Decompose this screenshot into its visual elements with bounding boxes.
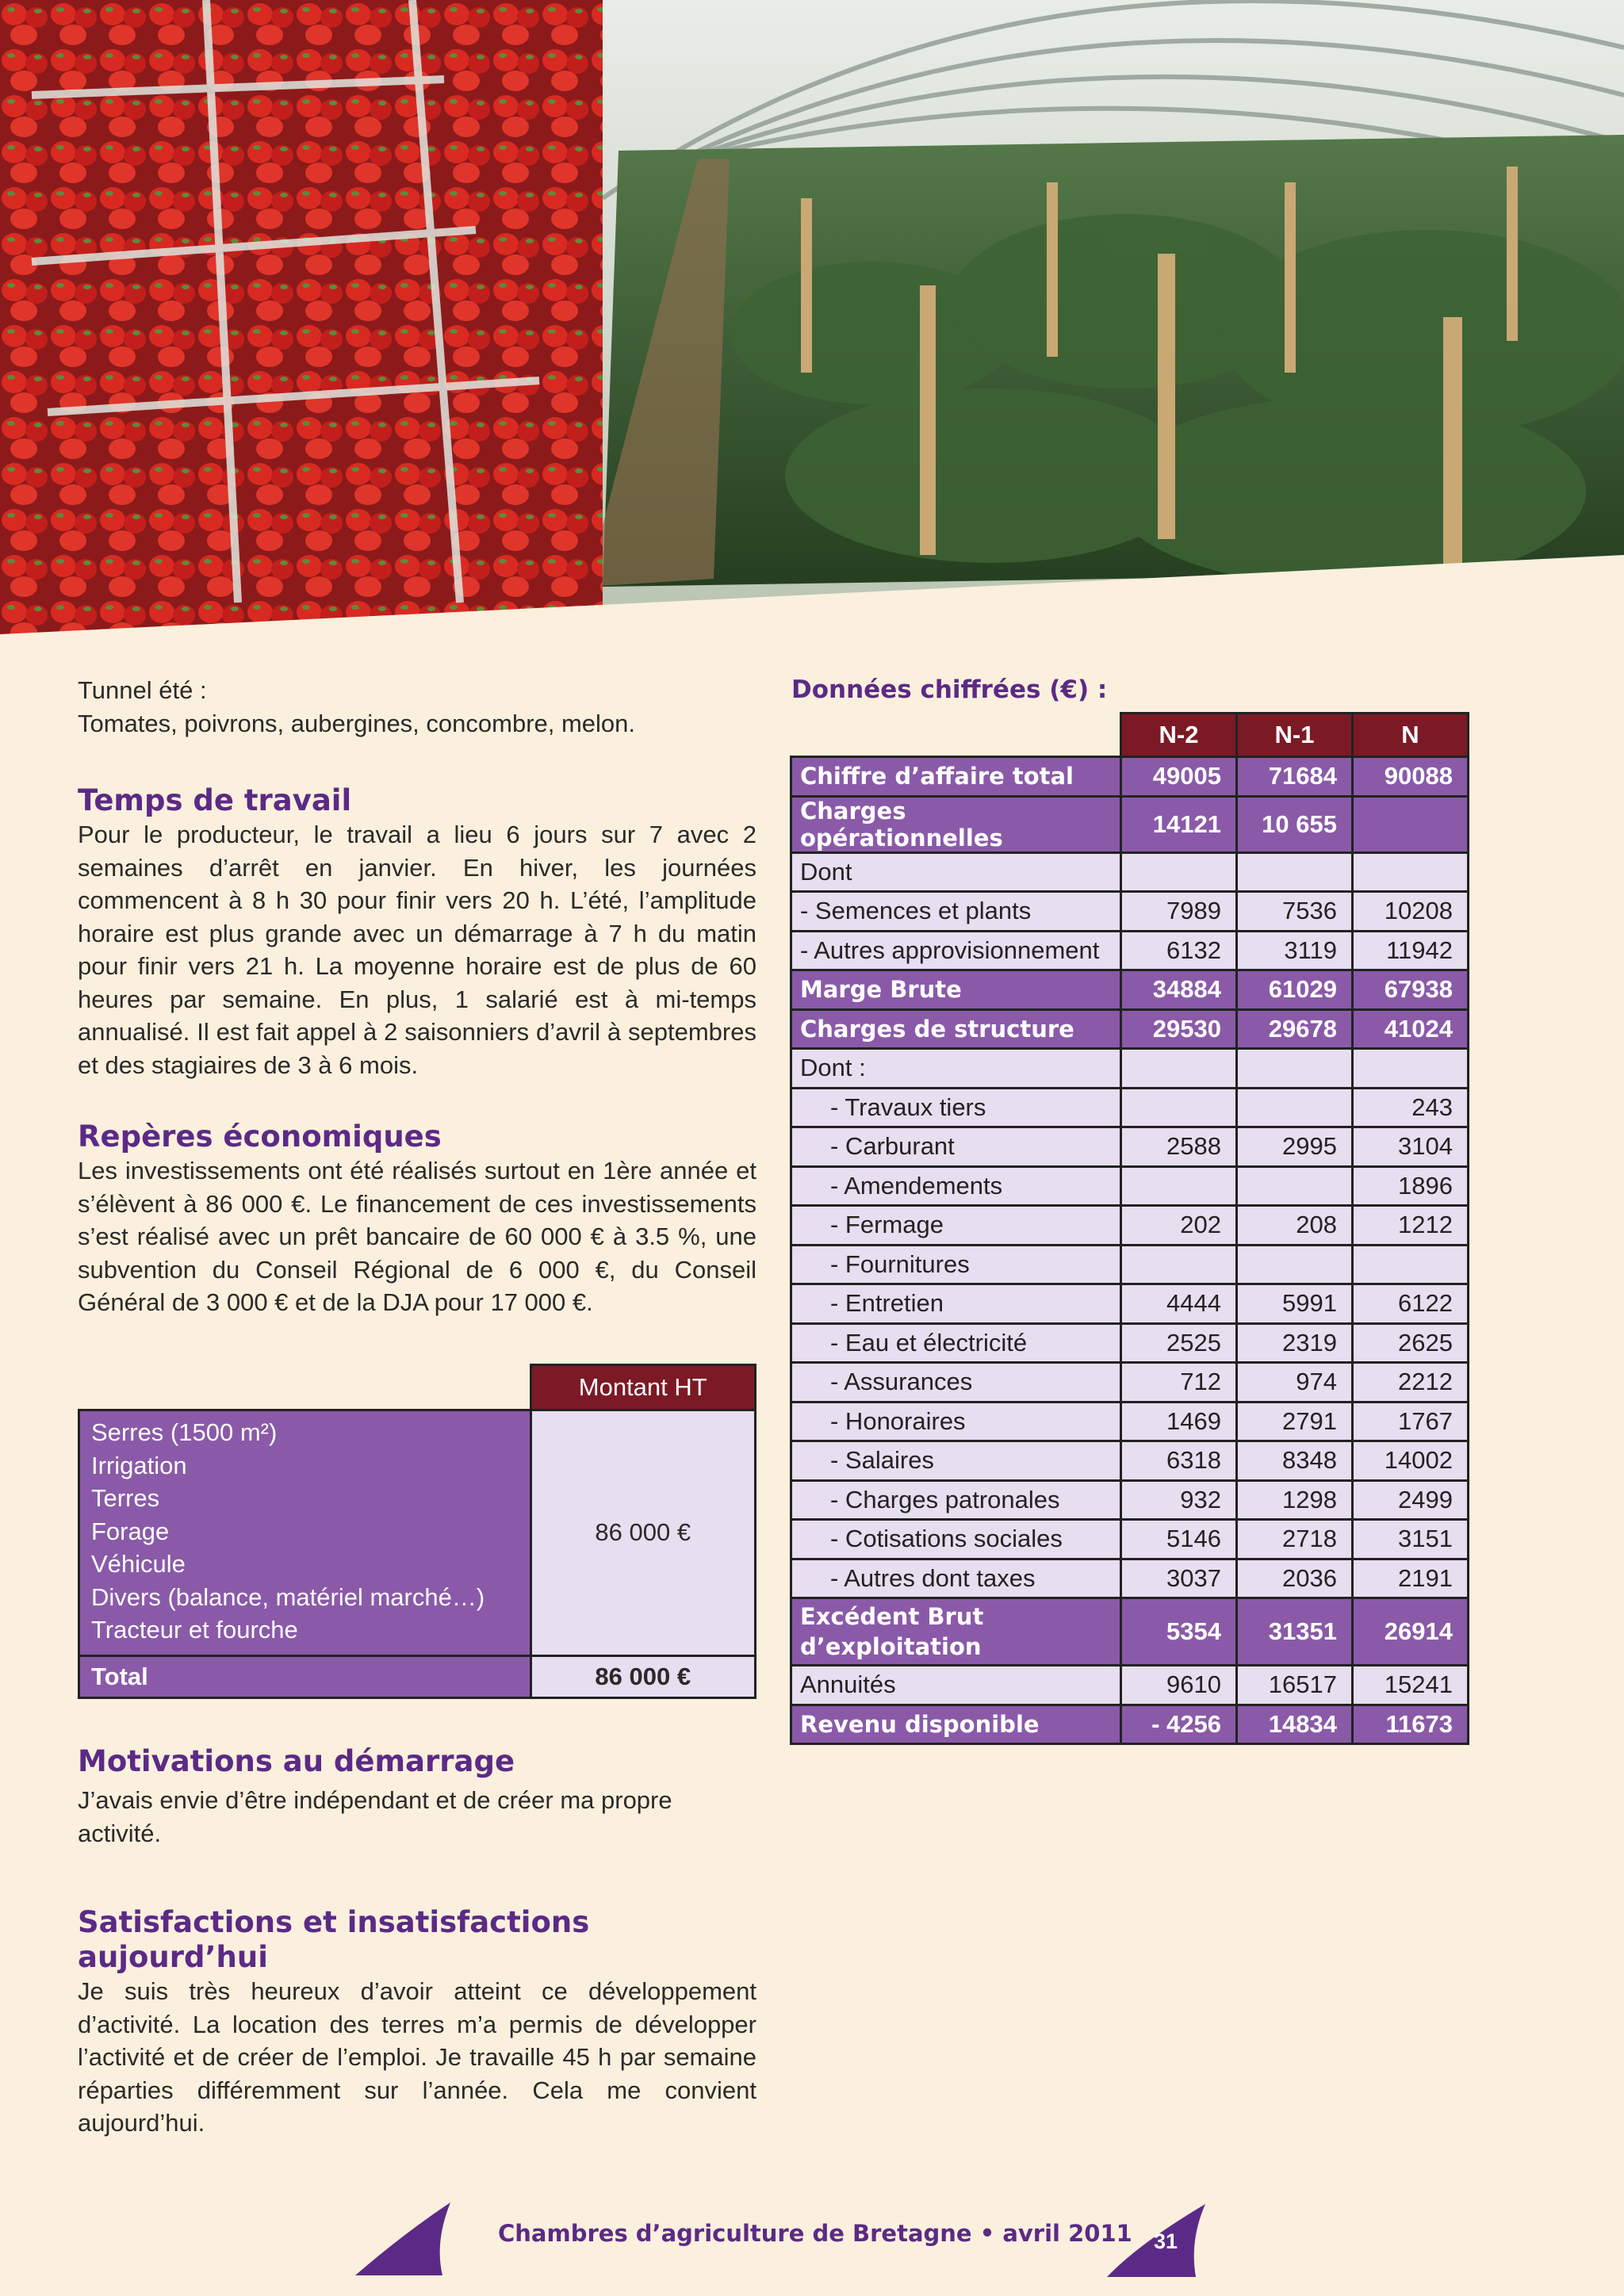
financial-cell: 31351	[1237, 1598, 1353, 1666]
financial-cell	[1353, 1049, 1469, 1089]
year-header: N-2	[1121, 714, 1237, 757]
financial-row	[791, 1009, 1469, 1049]
financial-cell: 2036	[1237, 1559, 1353, 1598]
financial-cell: 6122	[1353, 1284, 1469, 1324]
financial-row	[791, 970, 1469, 1010]
intro-line-2: Tomates, poivrons, aubergines, concombre, melon.	[78, 709, 636, 737]
financial-cell: 712	[1121, 1363, 1237, 1402]
financial-cell	[1237, 852, 1353, 892]
financial-row	[791, 1559, 1469, 1598]
financial-cell: 15241	[1353, 1666, 1469, 1705]
financial-row	[791, 1441, 1469, 1481]
financial-cell: 3119	[1237, 931, 1353, 970]
financial-row-label: - Entretien	[791, 1284, 1121, 1324]
financial-cell: 29678	[1237, 1009, 1353, 1049]
financial-cell: 3037	[1121, 1559, 1237, 1598]
financial-cell	[1237, 1166, 1353, 1206]
footer-text: Chambres d’agriculture de Bretagne • avril 2011	[498, 2220, 1132, 2247]
financial-cell: 3151	[1353, 1520, 1469, 1559]
financial-cell: 2625	[1353, 1323, 1469, 1363]
financial-cell: 16517	[1237, 1666, 1353, 1705]
financial-row	[791, 1206, 1469, 1246]
investment-table	[78, 1364, 756, 1699]
financial-cell: 243	[1353, 1088, 1469, 1127]
financial-row	[791, 931, 1469, 970]
financial-row-label: - Carburant	[791, 1127, 1121, 1167]
financial-cell: 2525	[1121, 1323, 1237, 1363]
financial-cell: 2499	[1353, 1480, 1469, 1520]
financial-cell: - 4256	[1121, 1705, 1237, 1744]
financial-cell: 2588	[1121, 1127, 1237, 1167]
financial-cell: 7536	[1237, 892, 1353, 932]
financial-row-label: - Travaux tiers	[791, 1088, 1121, 1127]
financial-row-label: - Fournitures	[791, 1245, 1121, 1284]
page-number: 31	[1154, 2229, 1178, 2253]
satisfactions-text: Je suis très heureux d’avoir atteint ce développement d’activité. La location des terres m’a permis de développer l’activité et de créer de l’emploi. Je travaille 45 h par semaine réparties différemment sur l’année. Cela me convient aujourd’hui.	[78, 1977, 756, 2137]
financial-row-label: Annuités	[791, 1666, 1121, 1705]
financial-cell: 2191	[1353, 1559, 1469, 1598]
financial-cell: 5354	[1121, 1598, 1237, 1666]
reperes-title: Repères économiques	[78, 1119, 442, 1154]
financial-cell: 11673	[1353, 1705, 1469, 1744]
financial-cell: 6132	[1121, 931, 1237, 970]
reperes-text: Les investissements ont été réalisés surtout en 1ère année et s’élèvent à 86 000 €. Le financement de ces investissements s’est réalisé avec un prêt bancaire de 60 000 € à 3.5 %, une subvention du Conseil Régional de 6 000 €, du Conseil Général de 3 000 € et de la DJA pour 17 000 €.	[78, 1157, 756, 1316]
financial-cell	[1121, 1049, 1237, 1089]
investment-table-corner	[79, 1365, 531, 1410]
financial-cell: 932	[1121, 1480, 1237, 1520]
financial-row-label: - Assurances	[791, 1363, 1121, 1402]
financial-cell	[1237, 1088, 1353, 1127]
investment-item: Véhicule	[91, 1550, 186, 1578]
financial-row-label: Marge Brute	[791, 970, 1121, 1010]
financial-row-label: - Semences et plants	[791, 892, 1121, 932]
financial-cell: 14121	[1121, 796, 1237, 852]
financial-cell: 26914	[1353, 1598, 1469, 1666]
financial-table	[790, 712, 1469, 1745]
financial-row	[791, 852, 1469, 892]
financial-cell: 10 655	[1237, 796, 1353, 852]
financial-cell: 61029	[1237, 970, 1353, 1010]
financial-row-label: - Autres dont taxes	[791, 1559, 1121, 1598]
financial-cell: 49005	[1121, 757, 1237, 797]
financial-cell: 41024	[1353, 1009, 1469, 1049]
investment-item: Forage	[91, 1517, 170, 1545]
reperes-section	[78, 1119, 756, 1319]
investment-items	[79, 1410, 531, 1656]
financial-cell: 10208	[1353, 892, 1469, 932]
financial-cell: 14002	[1353, 1441, 1469, 1481]
financial-cell	[1237, 1049, 1353, 1089]
financial-row-label: Dont :	[791, 1049, 1121, 1089]
financial-row	[791, 892, 1469, 932]
financial-cell: 71684	[1237, 757, 1353, 797]
financial-cell	[1353, 852, 1469, 892]
financial-row-label: - Autres approvisionnement	[791, 931, 1121, 970]
financial-row-label: Excédent Brut d’exploitation	[791, 1598, 1121, 1666]
financial-row-label: Dont	[791, 852, 1121, 892]
financial-cell	[1237, 1245, 1353, 1284]
financial-cell: 8348	[1237, 1441, 1353, 1481]
investment-total-value: 86 000 €	[530, 1655, 756, 1697]
motivations-text: J’avais envie d’être indépendant et de créer ma propre activité.	[78, 1786, 672, 1847]
financial-row	[791, 1284, 1469, 1324]
financial-row	[791, 1480, 1469, 1520]
financial-cell: 1767	[1353, 1402, 1469, 1441]
financial-row-label: - Fermage	[791, 1206, 1121, 1246]
financial-cell: 29530	[1121, 1009, 1237, 1049]
financial-table-title: Données chiffrées (€) :	[791, 675, 1108, 704]
financial-cell: 208	[1237, 1206, 1353, 1246]
financial-row	[791, 757, 1469, 797]
financial-cell: 9610	[1121, 1666, 1237, 1705]
investment-amount: 86 000 €	[530, 1410, 756, 1656]
financial-header-row	[791, 714, 1469, 757]
financial-cell: 6318	[1121, 1441, 1237, 1481]
header-photo	[0, 0, 1624, 634]
intro-line-1: Tunnel été :	[78, 676, 207, 704]
financial-row	[791, 1520, 1469, 1559]
financial-cell: 5991	[1237, 1284, 1353, 1324]
financial-row-label: Charges opérationnelles	[791, 796, 1121, 852]
financial-row	[791, 1245, 1469, 1284]
financial-cell: 5146	[1121, 1520, 1237, 1559]
financial-cell: 2319	[1237, 1323, 1353, 1363]
financial-cell: 2791	[1237, 1402, 1353, 1441]
financial-row-label: Chiffre d’affaire total	[791, 757, 1121, 797]
left-arrow-icon	[355, 2202, 450, 2275]
financial-cell	[1121, 852, 1237, 892]
financial-cell: 974	[1237, 1363, 1353, 1402]
financial-row	[791, 1402, 1469, 1441]
financial-cell: 11942	[1353, 931, 1469, 970]
financial-cell: 67938	[1353, 970, 1469, 1010]
financial-row	[791, 796, 1469, 852]
year-header: N	[1353, 714, 1469, 757]
financial-row	[791, 1705, 1469, 1744]
financial-row-label: - Charges patronales	[791, 1480, 1121, 1520]
investment-item: Serres (1500 m²)	[91, 1418, 278, 1446]
financial-row	[791, 1088, 1469, 1127]
financial-row	[791, 1166, 1469, 1206]
investment-item: Terres	[91, 1484, 160, 1512]
satisfactions-section	[78, 1905, 756, 2140]
financial-row-label: - Amendements	[791, 1166, 1121, 1206]
financial-cell: 4444	[1121, 1284, 1237, 1324]
financial-row-label: - Cotisations sociales	[791, 1520, 1121, 1559]
financial-cell: 14834	[1237, 1705, 1353, 1744]
financial-cell	[1121, 1088, 1237, 1127]
financial-cell: 1469	[1121, 1402, 1237, 1441]
financial-table-body	[791, 757, 1469, 1744]
financial-row-label: Revenu disponible	[791, 1705, 1121, 1744]
financial-row-label: - Salaires	[791, 1441, 1121, 1481]
financial-row-label: Charges de structure	[791, 1009, 1121, 1049]
financial-cell: 202	[1121, 1206, 1237, 1246]
satisfactions-title: Satisfactions et insatisfactions aujourd’hui	[78, 1905, 590, 1974]
financial-cell: 34884	[1121, 970, 1237, 1010]
financial-table-corner	[791, 714, 1121, 757]
financial-cell: 1896	[1353, 1166, 1469, 1206]
temps-title: Temps de travail	[78, 783, 352, 817]
financial-row	[791, 1598, 1469, 1666]
investment-total-label: Total	[79, 1655, 531, 1697]
financial-cell: 1212	[1353, 1206, 1469, 1246]
intro-block	[78, 674, 756, 740]
year-header: N-1	[1237, 714, 1353, 757]
motivations-section	[78, 1744, 756, 1850]
investment-item: Divers (balance, matériel marché…)	[91, 1582, 485, 1611]
investment-header: Montant HT	[530, 1365, 756, 1410]
investment-item: Irrigation	[91, 1451, 187, 1479]
financial-cell	[1121, 1166, 1237, 1206]
financial-row	[791, 1049, 1469, 1089]
financial-cell	[1353, 796, 1469, 852]
temps-text: Pour le producteur, le travail a lieu 6 jours sur 7 avec 2 semaines d’arrêt en janvier. En hiver, les journées commencent à 8 h 30 pour finir vers 20 h. L’été, l’amplitude horaire est plus grande avec un démarrage à 7 h du matin pour finir vers 21 h. La moyenne horaire est de plus de 60 heures par semaine. En plus, 1 salarié est à mi-temps annualisé. Il est fait appel à 2 saisonniers d’avril à septembres et des stagiaires de 3 à 6 mois.	[78, 821, 756, 1079]
financial-row	[791, 1323, 1469, 1363]
financial-cell: 1298	[1237, 1480, 1353, 1520]
financial-cell	[1121, 1245, 1237, 1284]
financial-cell: 3104	[1353, 1127, 1469, 1167]
financial-cell: 90088	[1353, 757, 1469, 797]
financial-row	[791, 1363, 1469, 1402]
financial-cell	[1353, 1245, 1469, 1284]
financial-row-label: - Honoraires	[791, 1402, 1121, 1441]
financial-cell: 2995	[1237, 1127, 1353, 1167]
financial-cell: 7989	[1121, 892, 1237, 932]
financial-cell: 2212	[1353, 1363, 1469, 1402]
financial-row	[791, 1666, 1469, 1705]
temps-section	[78, 783, 756, 1081]
financial-row	[791, 1127, 1469, 1167]
financial-row-label: - Eau et électricité	[791, 1323, 1121, 1363]
investment-item: Tracteur et fourche	[91, 1616, 298, 1644]
financial-cell: 2718	[1237, 1520, 1353, 1559]
motivations-title: Motivations au démarrage	[78, 1744, 515, 1778]
greenhouse-strawberry-photo	[0, 0, 1624, 634]
